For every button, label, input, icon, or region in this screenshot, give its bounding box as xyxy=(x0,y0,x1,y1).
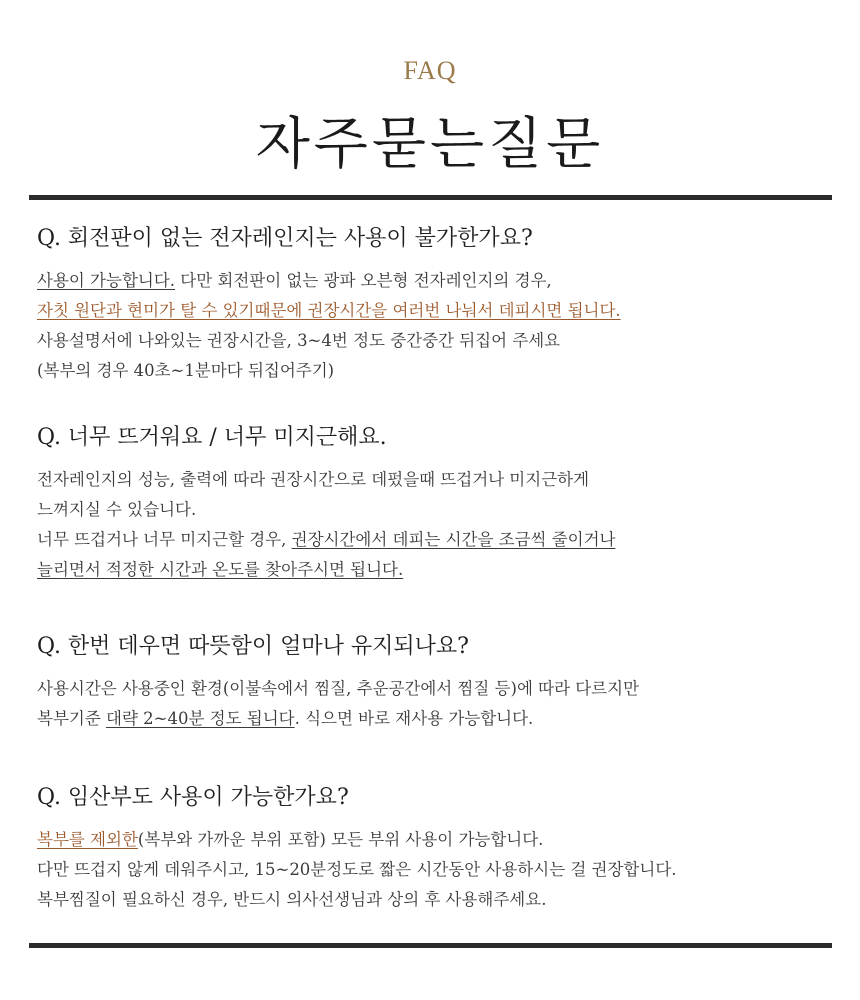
answer-text: 다만 회전판이 없는 광파 오븐형 전자레인지의 경우, xyxy=(175,271,552,290)
faq-answer xyxy=(37,825,827,915)
answer-line xyxy=(37,266,827,296)
answer-line: 복부찜질이 필요하신 경우, 반드시 의사선생님과 상의 후 사용해주세요. xyxy=(37,890,547,909)
faq-answer xyxy=(37,674,827,734)
top-divider xyxy=(29,195,832,200)
answer-line xyxy=(37,825,827,855)
highlight-text: 사용이 가능합니다. xyxy=(37,271,176,290)
faq-answer xyxy=(37,465,827,585)
answer-line xyxy=(37,296,827,326)
answer-line: (복부의 경우 40초~1분마다 뒤집어주기) xyxy=(37,361,335,380)
answer-line: 느껴지실 수 있습니다. xyxy=(37,500,197,519)
faq-item-3 xyxy=(37,630,827,734)
highlight-text: 복부를 제외한 xyxy=(37,830,138,849)
faq-question: Q. 너무 뜨거워요 / 너무 미지근해요. xyxy=(37,425,387,450)
page-title: 자주묻는질문 xyxy=(255,112,605,177)
answer-line: 사용시간은 사용중인 환경(이불속에서 찜질, 추운공간에서 찜질 등)에 따라 다르지만 xyxy=(37,679,640,698)
bottom-divider xyxy=(29,943,832,948)
highlight-text: 권장시간에서 데피는 시간을 조금씩 줄이거나 xyxy=(291,530,616,549)
answer-line: 다만 뜨겁지 않게 데워주시고, 15~20분정도로 짧은 시간동안 사용하시는 걸 권장합니다. xyxy=(37,860,677,879)
highlight-text: 대략 2~40분 정도 됩니다 xyxy=(106,709,295,728)
faq-item-4 xyxy=(37,781,827,915)
answer-line xyxy=(37,555,827,585)
answer-line xyxy=(37,525,827,555)
faq-question: Q. 임산부도 사용이 가능한가요? xyxy=(37,785,349,810)
highlight-text: 늘리면서 적정한 시간과 온도를 찾아주시면 됩니다. xyxy=(37,560,404,579)
faq-eyebrow: FAQ xyxy=(403,56,457,85)
faq-question: Q. 회전판이 없는 전자레인지는 사용이 불가한가요? xyxy=(37,226,533,251)
answer-text: 복부기준 xyxy=(37,709,107,728)
faq-item-1 xyxy=(37,222,827,386)
answer-line: 전자레인지의 성능, 출력에 따라 권장시간으로 데펐을때 뜨겁거나 미지근하게 xyxy=(37,470,590,489)
answer-text: . 식으면 바로 재사용 가능합니다. xyxy=(294,709,534,728)
answer-line xyxy=(37,704,827,734)
faq-question: Q. 한번 데우면 따뜻함이 얼마나 유지되나요? xyxy=(37,634,469,659)
answer-line: 사용설명서에 나와있는 권장시간을, 3~4번 정도 중간중간 뒤집어 주세요 xyxy=(37,331,561,350)
answer-text: (복부와 가까운 부위 포함) 모든 부위 사용이 가능합니다. xyxy=(137,830,544,849)
faq-answer xyxy=(37,266,827,386)
highlight-text: 자칫 원단과 현미가 탈 수 있기때문에 권장시간을 여러번 나눠서 데피시면 됩니다. xyxy=(37,301,621,320)
answer-text: 너무 뜨겁거나 너무 미지근할 경우, xyxy=(37,530,292,549)
faq-item-2 xyxy=(37,421,827,585)
